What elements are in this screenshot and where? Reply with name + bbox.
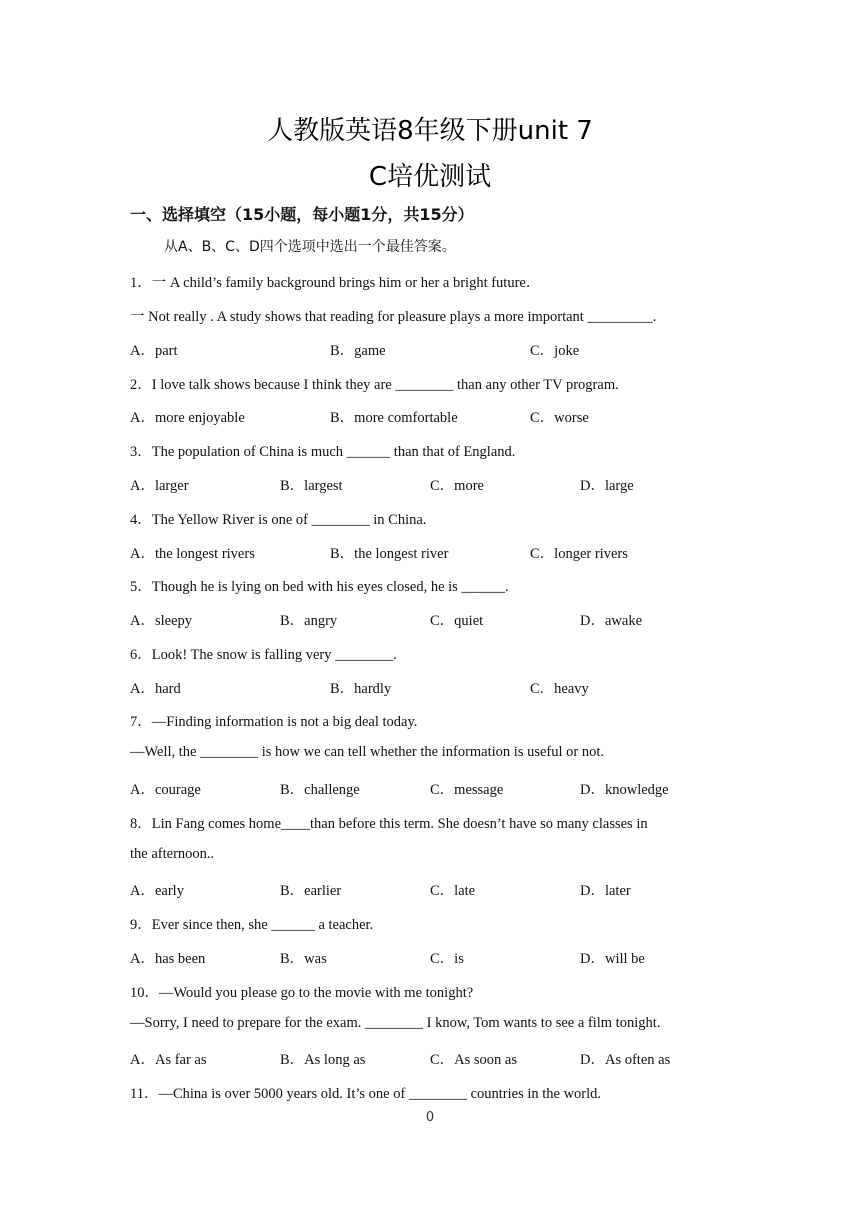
- question-4-option-c: C．longer rivers: [530, 546, 628, 562]
- question-3-stem: 3．The population of China is much ______ than that of England.: [130, 444, 516, 460]
- question-6-option-c: C．heavy: [530, 681, 589, 697]
- question-5-option-b: B．angry: [280, 613, 338, 629]
- question-11-stem: 11．—China is over 5000 years old. It’s one of ________ countries in the world.: [130, 1086, 602, 1102]
- question-8-option-b: B．earlier: [280, 883, 342, 899]
- question-5-option-a: A．sleepy: [130, 613, 193, 629]
- question-3-option-d: D．large: [580, 478, 634, 494]
- question-5-stem: 5．Though he is lying on bed with his eyes closed, he is ______.: [130, 579, 509, 595]
- question-7-option-d: D．knowledge: [580, 782, 669, 798]
- question-9-option-c: C．is: [430, 951, 464, 967]
- question-3-option-a: A．larger: [130, 478, 189, 494]
- question-6-option-b: B．hardly: [330, 681, 392, 697]
- question-9-option-a: A．has been: [130, 951, 206, 967]
- question-1-stem-2: 一 Not really . A study shows that reading for pleasure plays a more important _________.: [130, 309, 657, 325]
- question-6-stem: 6．Look! The snow is falling very ________.: [130, 647, 397, 663]
- document-title-line2: C培优测试: [368, 162, 492, 192]
- question-10-option-d: D．As often as: [580, 1052, 671, 1068]
- question-4-stem: 4．The Yellow River is one of ________ in China.: [130, 512, 427, 528]
- question-8-stem: 8．Lin Fang comes home____than before this term. She doesn’t have so many classes in: [130, 816, 648, 832]
- question-4-option-a: A．the longest rivers: [130, 546, 255, 562]
- question-7-option-a: A．courage: [130, 782, 201, 798]
- section-heading: 一、选择填空（15小题，每小题1分，共15分）: [130, 205, 474, 224]
- question-9-option-d: D．will be: [580, 951, 645, 967]
- question-1-stem: 1．一 A child’s family background brings him or her a bright future．: [130, 275, 541, 291]
- question-1-option-c: C．joke: [530, 343, 580, 359]
- page-number: 0: [425, 1110, 435, 1125]
- question-1-option-b: B．game: [330, 343, 386, 359]
- question-10-option-c: C．As soon as: [430, 1052, 518, 1068]
- question-3-option-b: B．largest: [280, 478, 343, 494]
- question-10-option-b: B．As long as: [280, 1052, 366, 1068]
- question-4-option-b: B．the longest river: [330, 546, 449, 562]
- question-9-stem: 9．Ever since then, she ______ a teacher.: [130, 917, 374, 933]
- question-9-option-b: B．was: [280, 951, 327, 967]
- question-10-stem: 10．—Would you please go to the movie with me tonight?: [130, 985, 474, 1001]
- question-10-option-a: A．As far as: [130, 1052, 207, 1068]
- question-6-option-a: A．hard: [130, 681, 181, 697]
- question-2-stem: 2．I love talk shows because I think they are ________ than any other TV program.: [130, 377, 619, 393]
- question-10-stem-2: —Sorry, I need to prepare for the exam. ________ I know, Tom wants to see a film tonight.: [130, 1015, 661, 1031]
- question-7-option-c: C．message: [430, 782, 504, 798]
- question-2-option-a: A．more enjoyable: [130, 410, 245, 426]
- question-5-option-d: D．awake: [580, 613, 643, 629]
- question-8-option-d: D．later: [580, 883, 631, 899]
- question-7-option-b: B．challenge: [280, 782, 360, 798]
- question-7-stem-2: —Well, the ________ is how we can tell whether the information is useful or not.: [130, 744, 605, 760]
- question-7-stem: 7．—Finding information is not a big deal today.: [130, 714, 418, 730]
- question-8-option-c: C．late: [430, 883, 476, 899]
- question-8-option-a: A．early: [130, 883, 184, 899]
- instruction-text: 从A、B、C、D四个选项中选出一个最佳答案。: [164, 239, 456, 255]
- question-8-stem-2: the afternoon..: [130, 846, 215, 862]
- question-5-option-c: C．quiet: [430, 613, 484, 629]
- question-2-option-c: C．worse: [530, 410, 589, 426]
- document-title-line1: 人教版英语8年级下册unit 7: [267, 116, 593, 146]
- question-2-option-b: B．more comfortable: [330, 410, 458, 426]
- question-1-option-a: A．part: [130, 343, 178, 359]
- question-3-option-c: C．more: [430, 478, 484, 494]
